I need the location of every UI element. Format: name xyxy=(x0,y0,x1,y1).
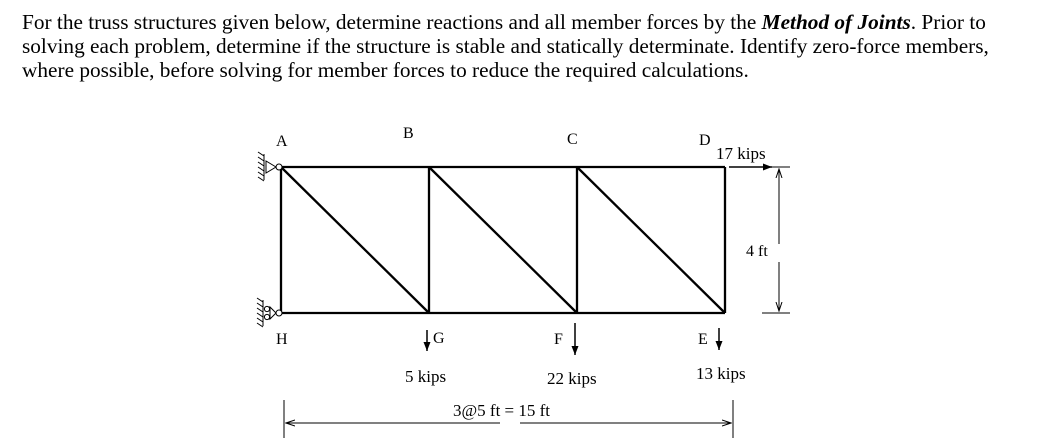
load-label-D: 17 kips xyxy=(716,144,766,163)
height-label: 4 ft xyxy=(746,243,768,260)
member-CE xyxy=(577,167,725,313)
joint-label-D: D xyxy=(699,132,711,149)
joint-label-F: F xyxy=(554,331,563,348)
truss-members xyxy=(281,167,725,313)
member-AG xyxy=(281,167,429,313)
member-BF xyxy=(429,167,577,313)
span-label: 3@5 ft = 15 ft xyxy=(453,401,551,420)
joint-label-E: E xyxy=(698,331,708,348)
joint-label-A: A xyxy=(276,133,288,150)
height-dimension xyxy=(762,167,790,313)
joint-label-H: H xyxy=(276,331,288,348)
load-label-E: 13 kips xyxy=(696,364,746,383)
load-label-G: 5 kips xyxy=(405,367,447,386)
method-name: Method of Joints xyxy=(761,10,911,34)
pin-support-A xyxy=(258,152,282,181)
joint-label-G: G xyxy=(433,330,445,347)
problem-text-part1: For the truss structures given below, determine reactions and all member forces by the xyxy=(22,10,762,34)
joint-label-B: B xyxy=(403,125,414,142)
joint-label-C: C xyxy=(567,131,578,148)
problem-text-part2: . Prior to solving each problem, determine if the structure is stable and statically determinate. Identify zero-force members, where possible, before solving for member forces to reduce the required calculations. xyxy=(22,10,989,82)
load-label-F: 22 kips xyxy=(547,369,597,388)
roller-support-H xyxy=(257,298,282,327)
